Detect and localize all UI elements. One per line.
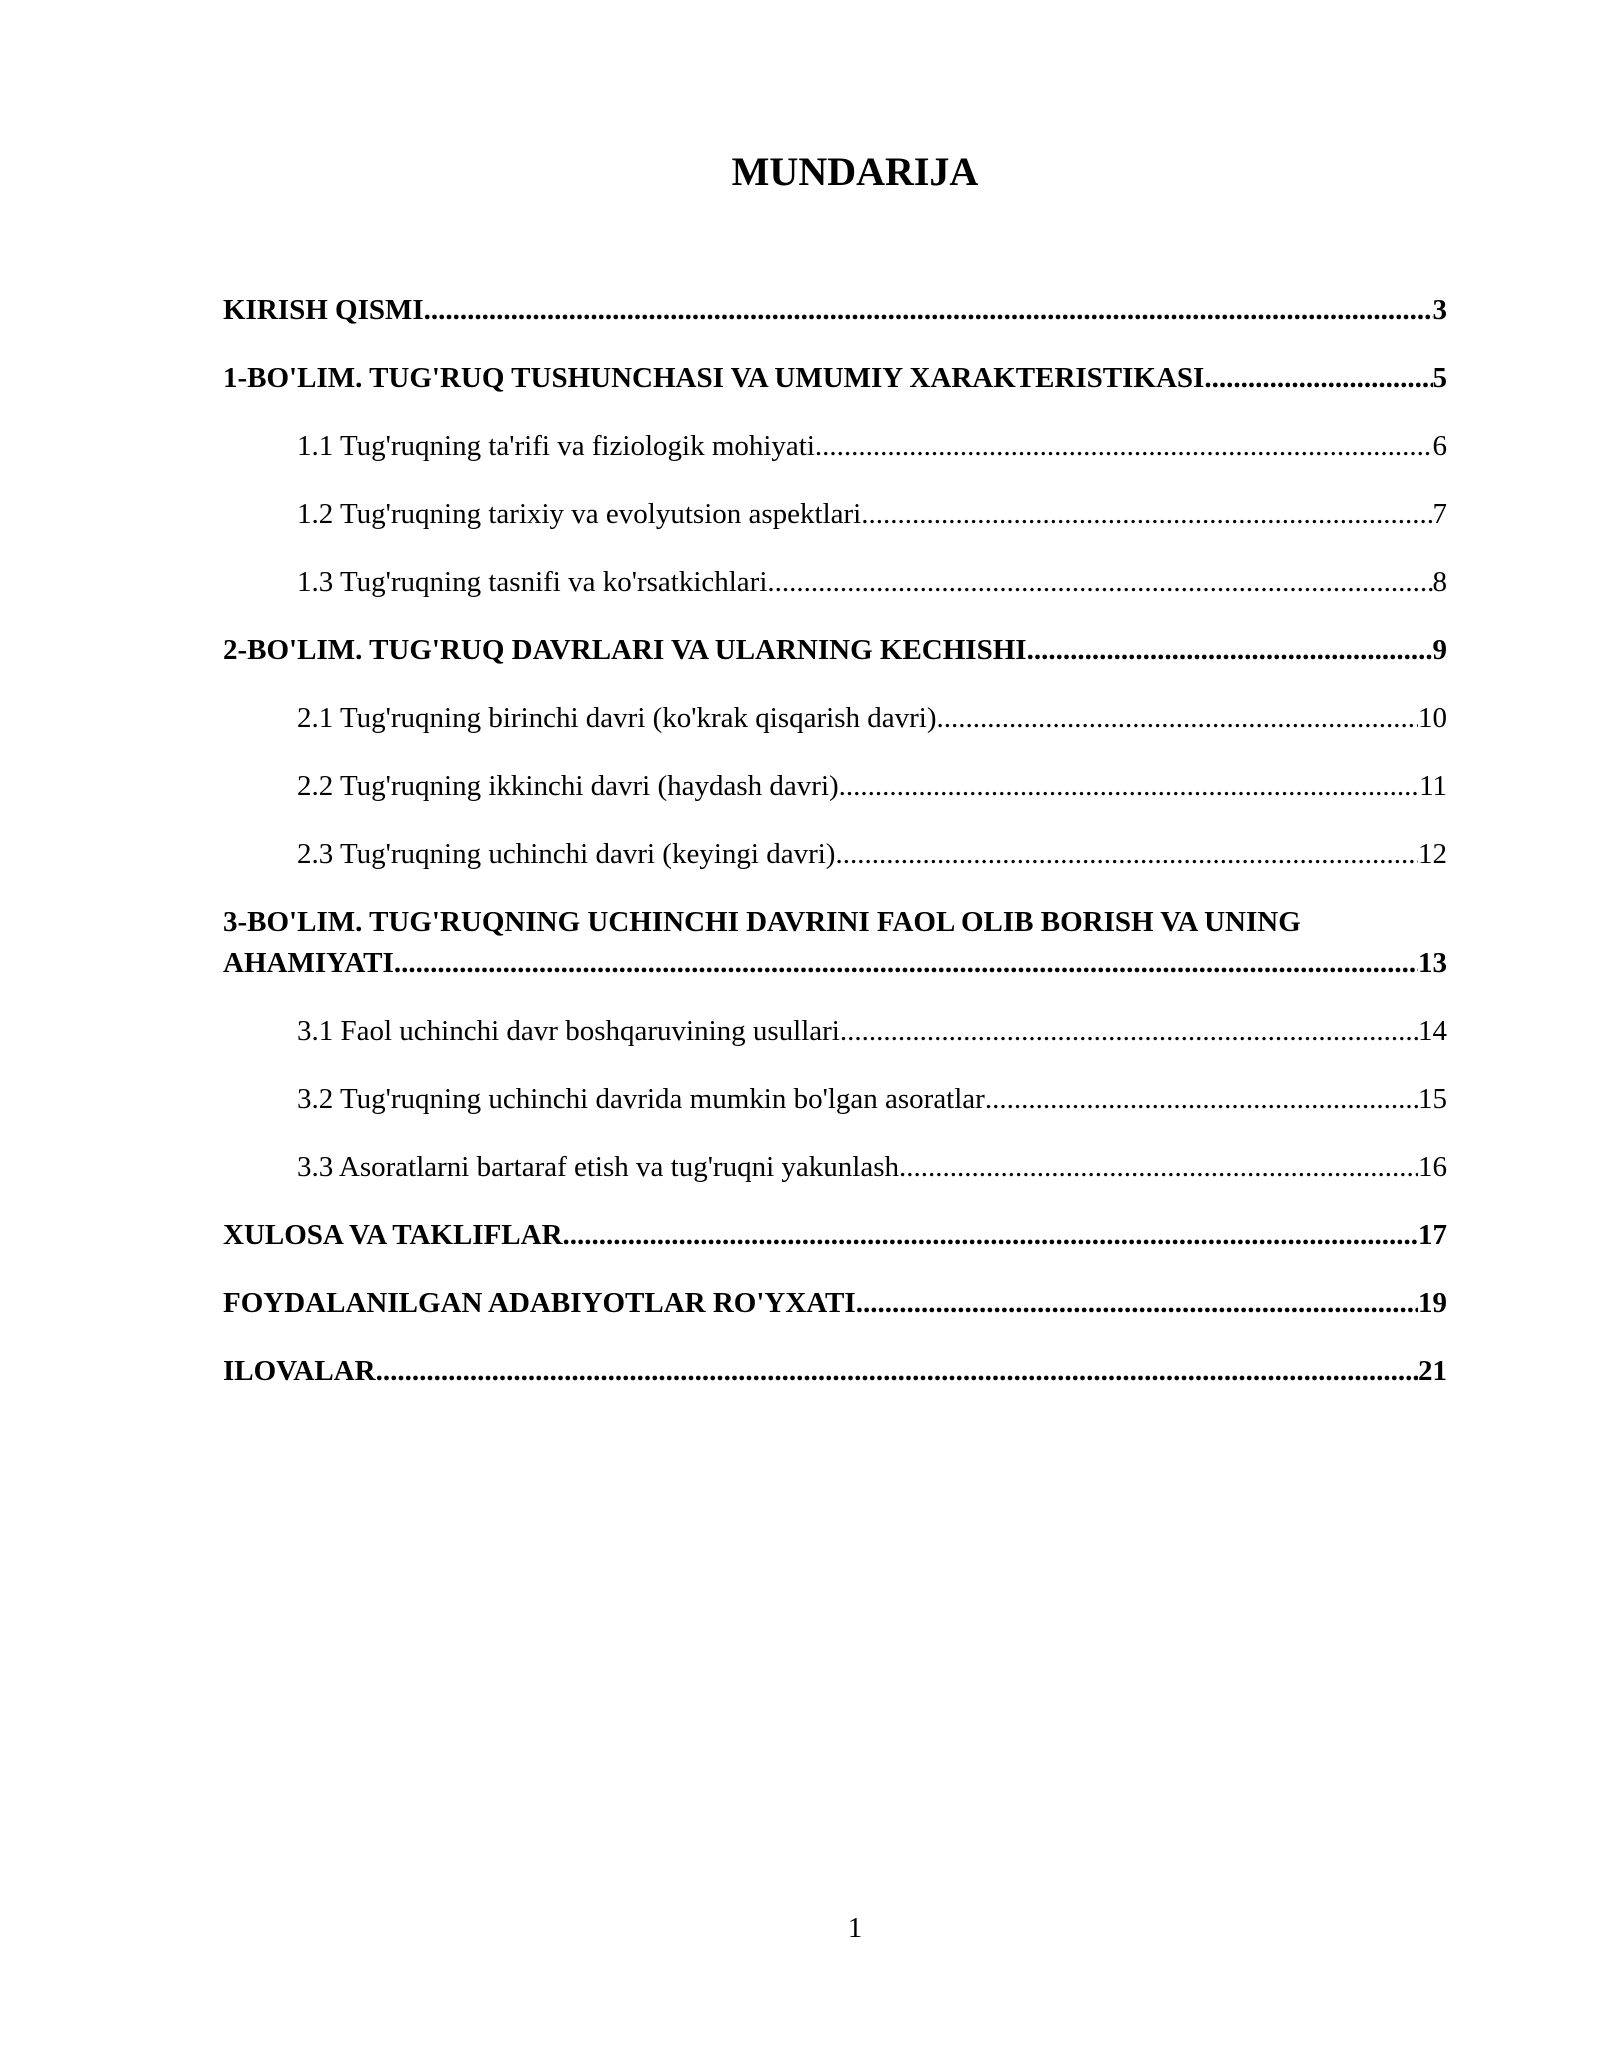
toc-entry-chapter-3[interactable] (223, 902, 1447, 984)
dot-leader (815, 426, 1433, 467)
dot-leader (856, 1283, 1418, 1324)
toc-entry-title-line-1: 3-BO'LIM. TUG'RUQNING UCHINCHI DAVRINI FAOL OLIB BORISH VA UNING (223, 906, 1301, 938)
dot-leader (1027, 630, 1433, 671)
toc-entry-section-3-1[interactable] (297, 1011, 1447, 1052)
toc-entry-page: 3 (1432, 294, 1447, 326)
dot-leader (899, 1147, 1418, 1188)
dot-leader (1204, 358, 1432, 399)
toc-entry-chapter-1[interactable] (223, 358, 1447, 399)
toc-entry-title: 2.3 Tug'ruqning uchinchi davri (keyingi davri) (297, 838, 836, 870)
toc-entry-section-1-1[interactable] (297, 426, 1447, 467)
toc-entry-title: 2.1 Tug'ruqning birinchi davri (ko'krak qisqarish davri) (297, 702, 937, 734)
toc-entry-page: 9 (1432, 634, 1447, 666)
dot-leader (767, 562, 1432, 603)
dot-leader (937, 698, 1418, 739)
toc-entry-page: 17 (1418, 1219, 1447, 1251)
toc-entry-title: ILOVALAR (223, 1355, 376, 1387)
toc-entry-page: 21 (1418, 1355, 1447, 1387)
toc-entry-page: 19 (1418, 1287, 1447, 1319)
toc-entry-title: 1.3 Tug'ruqning tasnifi va ko'rsatkichlari (297, 566, 768, 598)
toc-entry-page: 5 (1432, 362, 1447, 394)
toc-entry-xulosa[interactable] (223, 1215, 1447, 1256)
toc-entry-title: 3.3 Asoratlarni bartaraf etish va tug'ruqni yakunlash (297, 1151, 899, 1183)
table-of-contents (223, 290, 1447, 1419)
dot-leader (840, 1011, 1418, 1052)
dot-leader (424, 290, 1433, 331)
dot-leader (376, 1351, 1418, 1392)
toc-entry-chapter-2[interactable] (223, 630, 1447, 671)
toc-entry-title: 3.2 Tug'ruqning uchinchi davrida mumkin bo'lgan asoratlar (297, 1083, 985, 1115)
toc-entry-title: XULOSA VA TAKLIFLAR (223, 1219, 563, 1251)
toc-entry-ilovalar[interactable] (223, 1351, 1447, 1392)
toc-entry-title: 2.2 Tug'ruqning ikkinchi davri (haydash davri) (297, 770, 839, 802)
toc-entry-section-3-2[interactable] (297, 1079, 1447, 1120)
toc-entry-title: KIRISH QISMI (223, 294, 424, 326)
toc-entry-page: 14 (1418, 1015, 1447, 1047)
dot-leader (839, 766, 1419, 807)
toc-entry-page: 6 (1432, 430, 1447, 462)
page-number: 1 (847, 1912, 863, 1944)
toc-entry-title: 2-BO'LIM. TUG'RUQ DAVRLARI VA ULARNING KECHISHI (223, 634, 1027, 666)
toc-entry-title: 1.2 Tug'ruqning tarixiy va evolyutsion aspektlari (297, 498, 862, 530)
toc-entry-page: 15 (1418, 1083, 1447, 1115)
toc-entry-page: 16 (1418, 1151, 1447, 1183)
toc-entry-section-2-1[interactable] (297, 698, 1447, 739)
toc-entry-title: 1-BO'LIM. TUG'RUQ TUSHUNCHASI VA UMUMIY XARAKTERISTIKASI (223, 362, 1205, 394)
toc-entry-page: 8 (1432, 566, 1447, 598)
toc-entry-page: 11 (1419, 770, 1447, 802)
toc-entry-title: AHAMIYATI (223, 947, 394, 979)
dot-leader (985, 1079, 1418, 1120)
toc-entry-page: 13 (1418, 947, 1447, 979)
toc-entry-page: 7 (1432, 498, 1447, 530)
toc-entry-adabiyotlar[interactable] (223, 1283, 1447, 1324)
toc-entry-section-1-3[interactable] (297, 562, 1447, 603)
toc-entry-section-2-3[interactable] (297, 834, 1447, 875)
toc-entry-title: FOYDALANILGAN ADABIYOTLAR RO'YXATI (223, 1287, 856, 1319)
toc-entry-page: 12 (1418, 838, 1447, 870)
toc-entry-title: 1.1 Tug'ruqning ta'rifi va fiziologik mohiyati (297, 430, 815, 462)
dot-leader (835, 834, 1418, 875)
page-title: MUNDARIJA (731, 149, 979, 194)
dot-leader (563, 1215, 1418, 1256)
toc-entry-kirish[interactable] (223, 290, 1447, 331)
toc-entry-section-3-3[interactable] (297, 1147, 1447, 1188)
toc-entry-page: 10 (1418, 702, 1447, 734)
dot-leader (394, 943, 1418, 984)
toc-entry-title: 3.1 Faol uchinchi davr boshqaruvining usullari (297, 1015, 840, 1047)
toc-entry-section-2-2[interactable] (297, 766, 1447, 807)
dot-leader (861, 494, 1432, 535)
toc-entry-section-1-2[interactable] (297, 494, 1447, 535)
